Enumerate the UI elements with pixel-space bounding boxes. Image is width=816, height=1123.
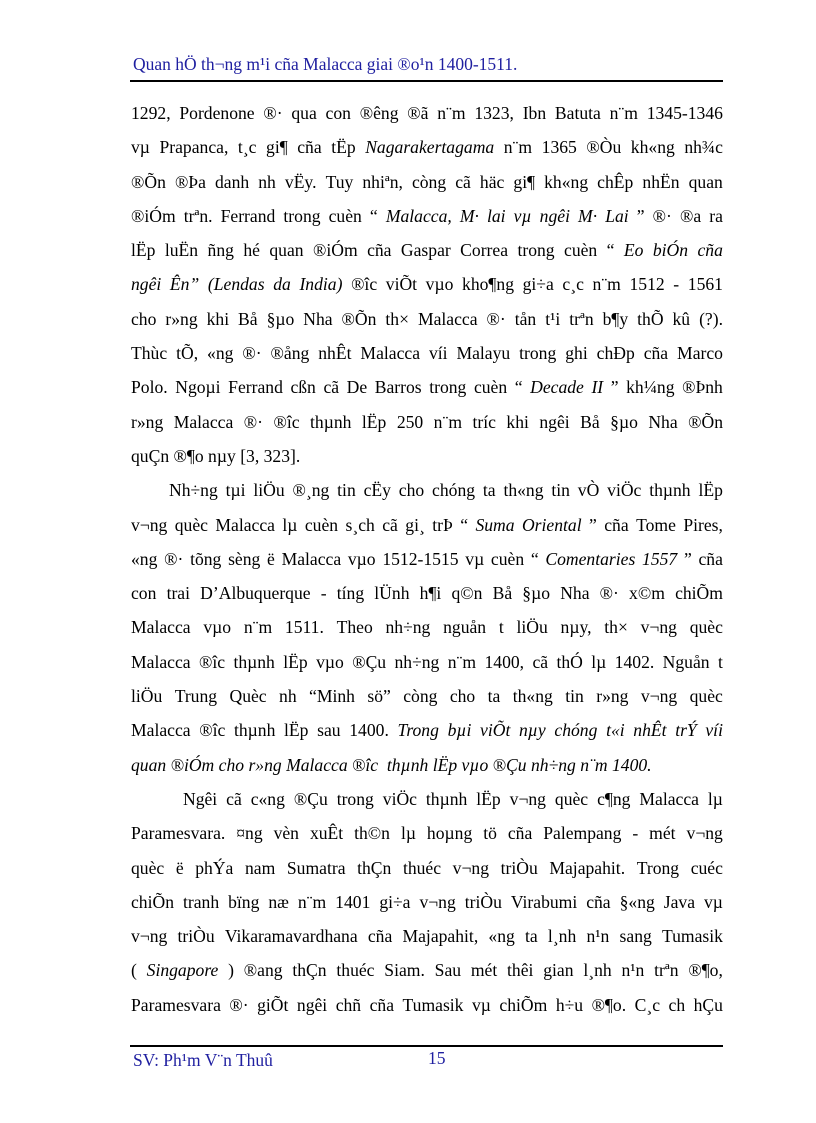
text-line: v¬ng quèc Malacca lµ cuèn s¸ch cã gi¸ trÞ “ Suma Oriental ” cña Tome Pires, bbox=[131, 514, 723, 535]
text-line: chiÕn tranh bïng næ n¨m 1401 gi÷a v¬ng triÒu Virabumi cña §«ng Java vµ bbox=[131, 891, 723, 912]
text-line: liÖu Trung Quèc nh “Minh sö” còng cho ta th«ng tin r»ng v¬ng quèc bbox=[131, 686, 723, 707]
text-line: ( Singapore ) ®ang thÇn thuéc Siam. Sau mét thêi gian l¸nh n¹n trªn ®¶o, bbox=[131, 960, 723, 981]
running-header: Quan hÖ th¬ng m¹i cña Malacca giai ®o¹n 1400-1511. bbox=[133, 54, 518, 74]
text-run: quÇn ®¶o nµy [3, 323]. bbox=[131, 445, 301, 466]
text-run: quan ®iÓm cho r»ng Malacca ®îc thµnh lËp vµo ®Çu nh÷ng n¨m 1400. bbox=[131, 754, 652, 775]
text-line: ®iÓm trªn. Ferrand trong cuèn “ Malacca, M· lai vµ ngêi M· Lai ” ®· ®a ra bbox=[131, 205, 723, 226]
text-line: Polo. Ngoµi Ferrand cßn cã De Barros trong cuèn “ Decade II ” kh¼ng ®Þnh bbox=[131, 377, 723, 398]
text-line: vµ Prapanca, t¸c gi¶ cña tËp Nagarakertagama n¨m 1365 ®Òu kh«ng nh¾c bbox=[131, 137, 723, 158]
text-line: quèc ë phÝa nam Sumatra thÇn thuéc v¬ng triÒu Majapahit. Trong cuéc bbox=[131, 857, 723, 878]
text-line: lËp luËn ñng hé quan ®iÓm cña Gaspar Correa trong cuèn “ Eo biÓn cña bbox=[131, 240, 723, 261]
body-text bbox=[131, 96, 723, 1022]
text-line: con trai D’Albuquerque - tíng lÜnh h¶i q©n Bå §µo Nha ®· x©m chiÕm bbox=[131, 583, 723, 604]
text-line: ngêi Ên” (Lendas da India) ®îc viÕt vµo kho¶ng gi÷a c¸c n¨m 1512 - 1561 bbox=[131, 274, 723, 295]
text-line: ®Õn ®Þa danh nh vËy. Tuy nhiªn, còng cã häc gi¶ kh«ng chÊp nhËn quan bbox=[131, 171, 723, 192]
text-line: r»ng Malacca ®· ®îc thµnh lËp 250 n¨m tríc khi ngêi Bå §µo Nha ®Õn bbox=[131, 411, 723, 432]
text-line: Thùc tÕ, «ng ®· ®ång nhÊt Malacca víi Malayu trong ghi chÐp cña Marco bbox=[131, 343, 723, 364]
footer-divider bbox=[130, 1045, 723, 1047]
text-line: Ngêi cã c«ng ®Çu trong viÖc thµnh lËp v¬ng quèc c¶ng Malacca lµ bbox=[183, 788, 723, 809]
text-line: Malacca vµo n¨m 1511. Theo nh÷ng nguån t liÖu nµy, th× v¬ng quèc bbox=[131, 617, 723, 638]
text-line: «ng ®· tõng sèng ë Malacca vµo 1512-1515 vµ cuèn “ Comentaries 1557 ” cña bbox=[131, 548, 723, 569]
text-line bbox=[131, 748, 723, 782]
text-line bbox=[131, 439, 723, 473]
text-line: Paramesvara ®· giÕt ngêi chñ cña Tumasik vµ chiÕm h÷u ®¶o. C¸c ch hÇu bbox=[131, 994, 723, 1015]
text-line: Nh÷ng tµi liÖu ®¸ng tin cËy cho chóng ta th«ng tin vÒ viÖc thµnh lËp bbox=[169, 480, 723, 501]
text-line: Malacca ®îc thµnh lËp vµo ®Çu nh÷ng n¨m 1400, cã thÓ lµ 1402. Nguån t bbox=[131, 651, 723, 672]
text-line: cho r»ng khi Bå §µo Nha ®Õn th× Malacca ®· tån t¹i trªn b¶y thÕ kû (?). bbox=[131, 308, 723, 329]
text-line: Paramesvara. ¤ng vèn xuÊt th©n lµ hoµng tö cña Palempang - mét v¬ng bbox=[131, 823, 723, 844]
text-line: v¬ng triÒu Vikaramavardhana cña Majapahit, «ng ta l¸nh n¹n sang Tumasik bbox=[131, 926, 723, 947]
header-divider bbox=[130, 80, 723, 82]
text-line: Malacca ®îc thµnh lËp sau 1400. Trong bµi viÕt nµy chóng t«i nhÊt trÝ víi bbox=[131, 720, 723, 741]
text-line: 1292, Pordenone ®· qua con ®êng ®ã n¨m 1323, Ibn Batuta n¨m 1345-1346 bbox=[131, 103, 723, 123]
page-number: 15 bbox=[428, 1048, 446, 1068]
footer-author: SV: Ph¹m V¨n Thuû bbox=[133, 1050, 273, 1070]
